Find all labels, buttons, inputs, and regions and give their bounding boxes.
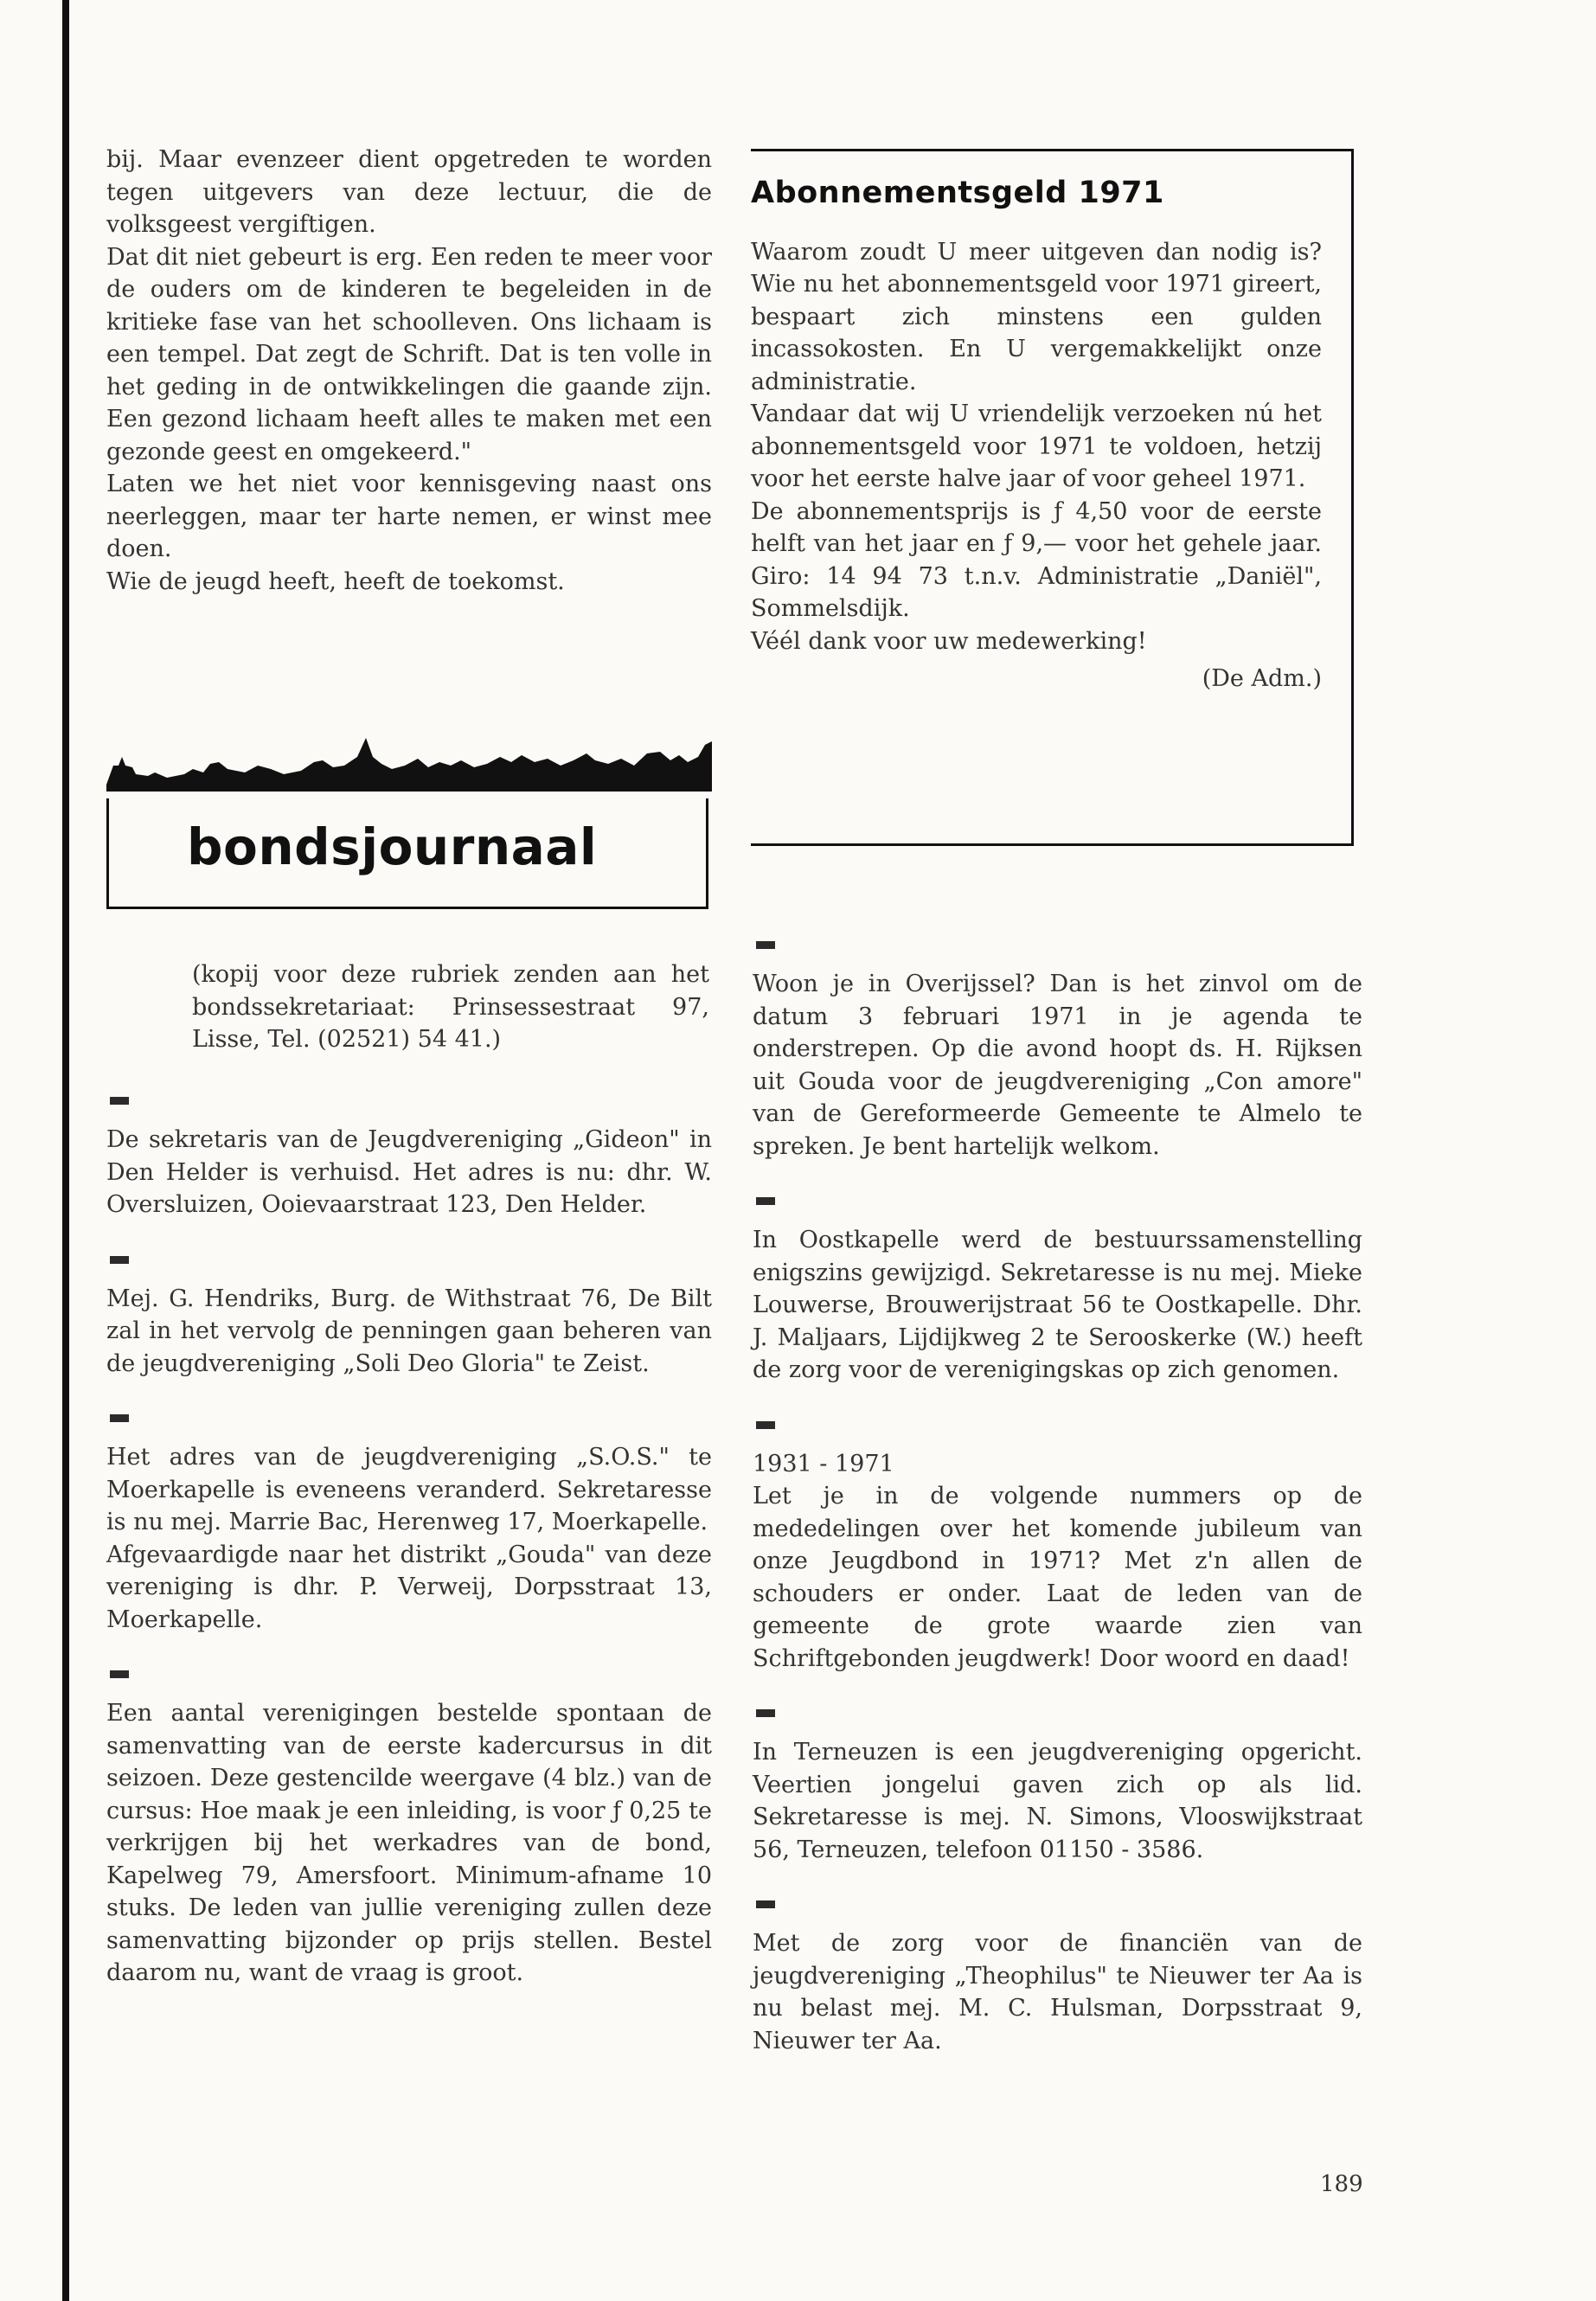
- page-edge-bar: [62, 0, 69, 2301]
- page-number: 189: [1320, 2171, 1363, 2197]
- right-news-column: [753, 941, 1362, 2092]
- bullet-mark-icon: [756, 1421, 775, 1429]
- bullet-mark-icon: [110, 1256, 129, 1264]
- news-item: [753, 941, 1362, 1163]
- abonnement-signature: (De Adm.): [1202, 665, 1322, 692]
- news-paragraph: Mej. G. Hendriks, Burg. de Withstraat 76, De Bilt zal in het vervolg de penningen gaan beheren van de jeugdvereniging „Soli Deo Gloria" te Zeist.: [106, 1285, 712, 1377]
- bullet-mark-icon: [110, 1670, 129, 1678]
- news-paragraph: Een aantal verenigingen bestelde spontaan de samenvatting van de eerste kadercursus in dit seizoen. Deze gestencilde weergave (4 blz.) van de cursus: Hoe maak je een inleiding, is voor ƒ 0,25 te verkrijgen bij het werkadres van de bond, Kapelweg 79, Amersfoort. Minimum-afname 10 stuks. De leden van jullie vereniging zullen deze samenvatting bijzonder op prijs stellen. Bestel daarom nu, want de vraag is groot.: [106, 1700, 712, 1986]
- left-news-column: [106, 1097, 712, 2024]
- abonnement-box: [751, 149, 1354, 846]
- news-paragraph: Let je in de volgende nummers op de mededelingen over het komende jubileum van onze Jeugdbond in 1971? Met z'n allen de schouders er onder. Laat de leden van de gemeente de grote waarde zien van Schriftgebonden jeugdwerk! Door woord en daad!: [753, 1483, 1362, 1672]
- news-paragraph: De sekretaris van de Jeugdvereniging „Gideon" in Den Helder is verhuisd. Het adres is nu: dhr. W. Oversluizen, Ooievaarstraat 123, Den Helder.: [106, 1126, 712, 1218]
- bullet-mark-icon: [756, 1709, 775, 1717]
- bondsjournaal-logo: [106, 731, 712, 913]
- news-item: [106, 1097, 712, 1221]
- bullet-mark-icon: [756, 941, 775, 949]
- abonnement-paragraph: Véél dank voor uw medewerking!: [751, 627, 1147, 655]
- bondsjournaal-title: bondsjournaal: [187, 817, 598, 876]
- news-item: [753, 1709, 1362, 1866]
- intro-paragraph: Laten we het niet voor kennisgeving naast ons neerleggen, maar ter harte nemen, er winst mee doen.: [106, 471, 712, 562]
- bullet-mark-icon: [110, 1097, 129, 1105]
- news-item: [753, 1197, 1362, 1387]
- intro-paragraph: bij. Maar evenzeer dient opgetreden te worden tegen uitgevers van deze lectuur, die de volksgeest vergiftigen.: [106, 146, 712, 238]
- news-item: [753, 1900, 1362, 2057]
- news-paragraph: Met de zorg voor de financiën van de jeugdvereniging „Theophilus" te Nieuwer ter Aa is nu belast mej. M. C. Hulsman, Dorpsstraat 9, Nieuwer ter Aa.: [753, 1930, 1362, 2054]
- abonnement-paragraph: Vandaar dat wij U vriendelijk verzoeken nú het abonnementsgeld voor 1971 te voldoen, hetzij voor het eerste halve jaar of voor geheel 1971.: [751, 401, 1322, 492]
- abonnement-title: Abonnementsgeld 1971: [751, 176, 1164, 210]
- news-paragraph: Afgevaardigde naar het distrikt „Gouda" van deze vereniging is dhr. P. Verweij, Dorpsstraat 13, Moerkapelle.: [106, 1541, 712, 1633]
- kopij-note: [192, 958, 709, 1056]
- abonnement-paragraph: Waarom zoudt U meer uitgeven dan nodig is? Wie nu het abonnementsgeld voor 1971 gireert, bespaart zich minstens een gulden incassokosten. En U vergemakkelijkt onze administratie.: [751, 238, 1322, 395]
- news-item: [106, 1670, 712, 1990]
- bullet-mark-icon: [756, 1197, 775, 1205]
- bondsjournaal-frame: [106, 798, 708, 909]
- bullet-mark-icon: [110, 1414, 129, 1422]
- news-paragraph: In Oostkapelle werd de bestuurssamenstelling enigszins gewijzigd. Sekretaresse is nu mej. Mieke Louwerse, Brouwerijstraat 56 te Oostkapelle. Dhr. J. Maljaars, Lijdijkweg 2 te Serooskerke (W.) heeft de zorg voor de verenigingskas op zich genomen.: [753, 1227, 1362, 1383]
- news-paragraph: Woon je in Overijssel? Dan is het zinvol om de datum 3 februari 1971 in je agenda te onderstrepen. Op die avond hoopt ds. H. Rijksen uit Gouda voor de jeugdvereniging „Con amore" van de Gereformeerde Gemeente te Almelo te spreken. Je bent hartelijk welkom.: [753, 971, 1362, 1160]
- news-item: [106, 1414, 712, 1636]
- news-paragraph: 1931 - 1971: [753, 1450, 894, 1477]
- kopij-text: (kopij voor deze rubriek zenden aan het bondssekretariaat: Prinsessestraat 97, Lisse, Tel. (02521) 54 41.): [192, 961, 709, 1053]
- abonnement-paragraph: De abonnementsprijs is ƒ 4,50 voor de eerste helft van het jaar en ƒ 9,— voor het gehele jaar. Giro: 14 94 73 t.n.v. Administratie „Daniël", Sommelsdijk.: [751, 497, 1322, 622]
- news-item: [753, 1421, 1362, 1676]
- bullet-mark-icon: [756, 1900, 775, 1908]
- news-paragraph: Het adres van de jeugdvereniging „S.O.S." te Moerkapelle is eveneens veranderd. Sekretaresse is nu mej. Marrie Bac, Herenweg 17, Moerkapelle.: [106, 1444, 712, 1535]
- intro-text: [106, 144, 712, 598]
- intro-paragraph: Dat dit niet gebeurt is erg. Een reden te meer voor de ouders om de kinderen te begeleiden in de kritieke fase van het schoolleven. Ons lichaam is een tempel. Dat zegt de Schrift. Dat is ten volle in het geding in de ontwikkelingen die gaande zijn. Een gezond lichaam heeft alles te maken met een gezonde geest en omgekeerd.": [106, 243, 712, 465]
- intro-paragraph: Wie de jeugd heeft, heeft de toekomst.: [106, 567, 565, 595]
- village-skyline-icon: [106, 731, 712, 792]
- news-paragraph: In Terneuzen is een jeugdvereniging opgericht. Veertien jongelui gaven zich op als lid. Sekretaresse is mej. N. Simons, Vlooswijkstraat 56, Terneuzen, telefoon 01150 - 3586.: [753, 1739, 1362, 1863]
- news-item: [106, 1256, 712, 1381]
